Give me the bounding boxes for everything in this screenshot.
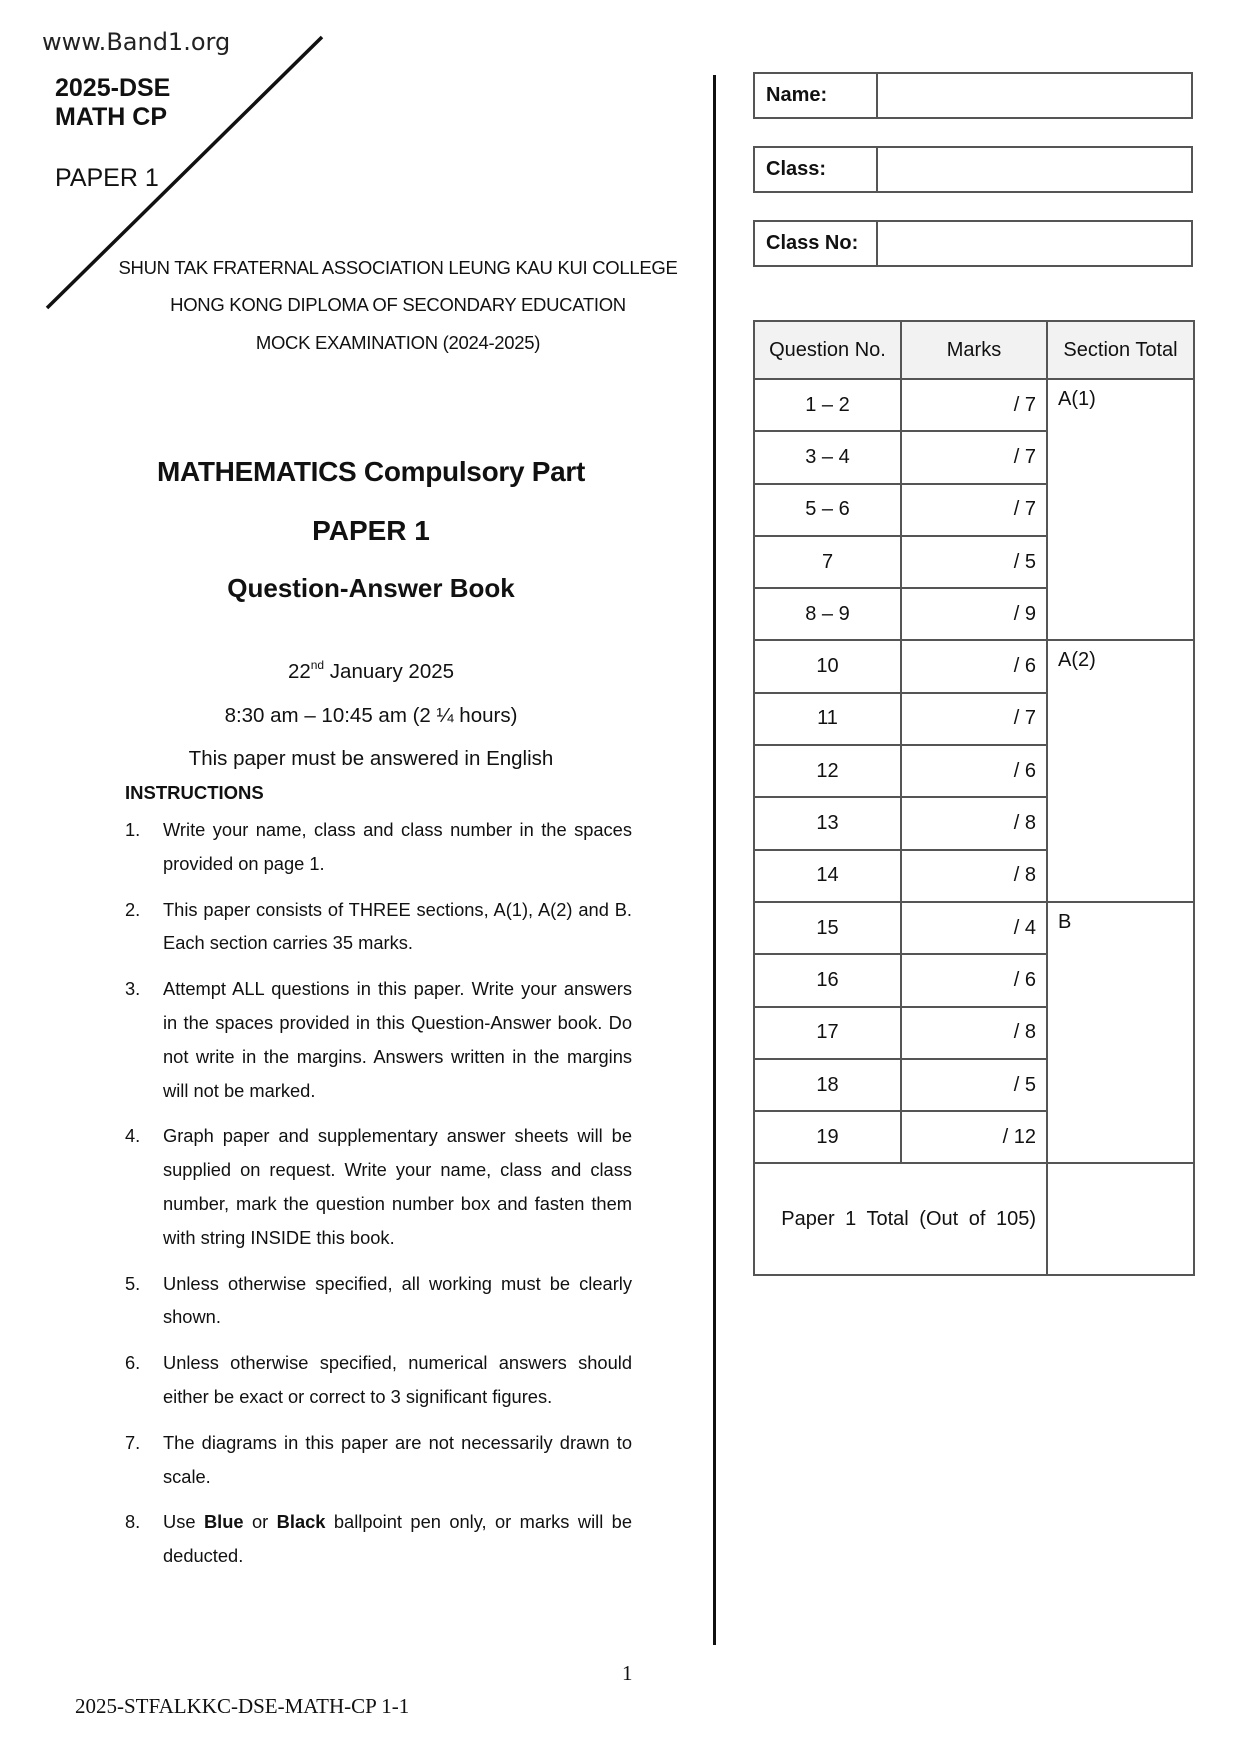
question-number-cell: 15: [754, 902, 901, 954]
emphasis-black: Black: [276, 1511, 326, 1533]
header-marks: Marks: [901, 321, 1047, 379]
paper-title: PAPER 1: [312, 515, 430, 546]
question-number-cell: 13: [754, 797, 901, 849]
class-no-box: [753, 220, 1193, 267]
total-row: [754, 1163, 1194, 1275]
instruction-number: 6.: [125, 1352, 141, 1374]
instruction-item: [125, 1119, 632, 1254]
instruction-item: [125, 893, 632, 961]
instruction-item: [125, 813, 632, 881]
question-number-cell: 12: [754, 745, 901, 797]
instruction-number: 4.: [125, 1125, 141, 1147]
class-no-field[interactable]: [878, 222, 1191, 265]
instruction-item: [125, 1505, 632, 1573]
instruction-text: The diagrams in this paper are not necessarily drawn to scale.: [163, 1431, 632, 1487]
instructions-heading: INSTRUCTIONS: [125, 782, 264, 803]
text-run: or: [243, 1511, 277, 1533]
paper-total-value-cell[interactable]: [1047, 1163, 1194, 1275]
book-title: Question-Answer Book: [227, 573, 515, 603]
instruction-text: Write your name, class and class number in the spaces provided on page 1.: [163, 819, 632, 874]
question-number-cell: 19: [754, 1111, 901, 1163]
marks-cell[interactable]: / 7: [901, 431, 1047, 483]
instruction-text: Graph paper and supplementary answer sheets will be supplied on request. Write your name, class and class number, mark the question number box and fasten them with string INSIDE this book.: [163, 1125, 632, 1248]
marks-cell[interactable]: / 4: [901, 902, 1047, 954]
class-label: Class:: [755, 148, 878, 191]
subject-title: MATHEMATICS Compulsory Part: [157, 456, 585, 487]
exam-line: MOCK EXAMINATION (2024-2025): [255, 332, 541, 353]
name-box: [753, 72, 1193, 119]
question-number-cell: 5 – 6: [754, 484, 901, 536]
question-number-cell: 18: [754, 1059, 901, 1111]
language-note: This paper must be answered in English: [188, 747, 554, 770]
instruction-number: 2.: [125, 898, 141, 920]
instruction-number: 1.: [125, 819, 141, 840]
question-number-cell: 14: [754, 850, 901, 902]
question-number-cell: 7: [754, 536, 901, 588]
instruction-text: [163, 1511, 632, 1566]
instruction-number: 8.: [125, 1511, 141, 1533]
marks-cell[interactable]: / 7: [901, 379, 1047, 431]
question-number-cell: 1 – 2: [754, 379, 901, 431]
table-row: [754, 640, 1194, 692]
exam-time: 8:30 am – 10:45 am (2 ¼ hours): [224, 704, 518, 727]
marks-cell[interactable]: / 6: [901, 745, 1047, 797]
header-question-no: Question No.: [754, 321, 901, 379]
question-number-cell: 3 – 4: [754, 431, 901, 483]
exam-code: [55, 74, 170, 132]
vertical-divider: [713, 75, 716, 1645]
section-total-cell[interactable]: B: [1047, 902, 1194, 1163]
class-box: [753, 146, 1193, 193]
instruction-number: 3.: [125, 978, 141, 1000]
instruction-number: 5.: [125, 1272, 141, 1294]
diploma-line: HONG KONG DIPLOMA OF SECONDARY EDUCATION: [170, 294, 626, 315]
marks-cell[interactable]: / 7: [901, 693, 1047, 745]
instruction-item: [125, 972, 632, 1107]
marks-cell[interactable]: / 6: [901, 640, 1047, 692]
section-total-cell[interactable]: A(2): [1047, 640, 1194, 901]
marks-body: [754, 379, 1194, 1275]
date-rest: January 2025: [324, 660, 455, 683]
instruction-item: [125, 1346, 632, 1414]
marks-cell[interactable]: / 9: [901, 588, 1047, 640]
exam-code-line1: 2025-DSE: [55, 74, 171, 102]
exam-code-line2: MATH CP: [55, 103, 168, 131]
paper-total-label: Paper 1 Total (Out of 105): [754, 1163, 1047, 1275]
section-total-cell[interactable]: A(1): [1047, 379, 1194, 640]
text-run: Use: [163, 1511, 204, 1533]
exam-date: [0, 660, 742, 684]
page-number: 1: [622, 1661, 633, 1685]
question-number-cell: 17: [754, 1007, 901, 1059]
question-number-cell: 8 – 9: [754, 588, 901, 640]
instruction-item: [125, 1426, 632, 1494]
name-label: Name:: [755, 74, 878, 117]
instruction-text: Unless otherwise specified, all working must be clearly shown.: [163, 1272, 632, 1328]
watermark: www.Band1.org: [42, 28, 231, 56]
name-field[interactable]: [878, 74, 1191, 117]
marks-table: [753, 320, 1195, 1276]
class-field[interactable]: [878, 148, 1191, 191]
class-no-label: Class No:: [755, 222, 878, 265]
school-name: SHUN TAK FRATERNAL ASSOCIATION LEUNG KAU KUI COLLEGE: [118, 257, 678, 278]
question-number-cell: 11: [754, 693, 901, 745]
date-day: 22: [287, 660, 311, 683]
date-suffix: nd: [310, 658, 325, 672]
document-code: 2025-STFALKKC-DSE-MATH-CP 1-1: [75, 1694, 410, 1718]
paper-label: PAPER 1: [55, 164, 159, 192]
instruction-number: 7.: [125, 1431, 141, 1453]
table-row: [754, 902, 1194, 954]
marks-cell[interactable]: / 8: [901, 797, 1047, 849]
marks-cell[interactable]: / 5: [901, 536, 1047, 588]
instruction-text: Unless otherwise specified, numerical answers should either be exact or correct to 3 significant figures.: [163, 1352, 632, 1407]
question-number-cell: 16: [754, 954, 901, 1006]
instruction-text: This paper consists of THREE sections, A(1), A(2) and B. Each section carries 35 marks.: [163, 898, 632, 954]
marks-cell[interactable]: / 6: [901, 954, 1047, 1006]
table-header-row: [754, 321, 1194, 379]
marks-cell[interactable]: / 12: [901, 1111, 1047, 1163]
instructions-list: [125, 813, 632, 1585]
instruction-text: Attempt ALL questions in this paper. Write your answers in the spaces provided in this Question-Answer book. Do not write in the margins. Answers written in the margins will not be marked.: [163, 978, 632, 1101]
marks-cell[interactable]: / 5: [901, 1059, 1047, 1111]
question-number-cell: 10: [754, 640, 901, 692]
text-run: ballpoint pen only, or marks will be deducted.: [163, 1511, 633, 1567]
marks-cell[interactable]: / 8: [901, 1007, 1047, 1059]
table-row: [754, 379, 1194, 431]
instruction-item: [125, 1267, 632, 1335]
header-section-total: Section Total: [1047, 321, 1194, 379]
emphasis-blue: Blue: [203, 1511, 244, 1533]
marks-cell[interactable]: / 7: [901, 484, 1047, 536]
marks-cell[interactable]: / 8: [901, 850, 1047, 902]
